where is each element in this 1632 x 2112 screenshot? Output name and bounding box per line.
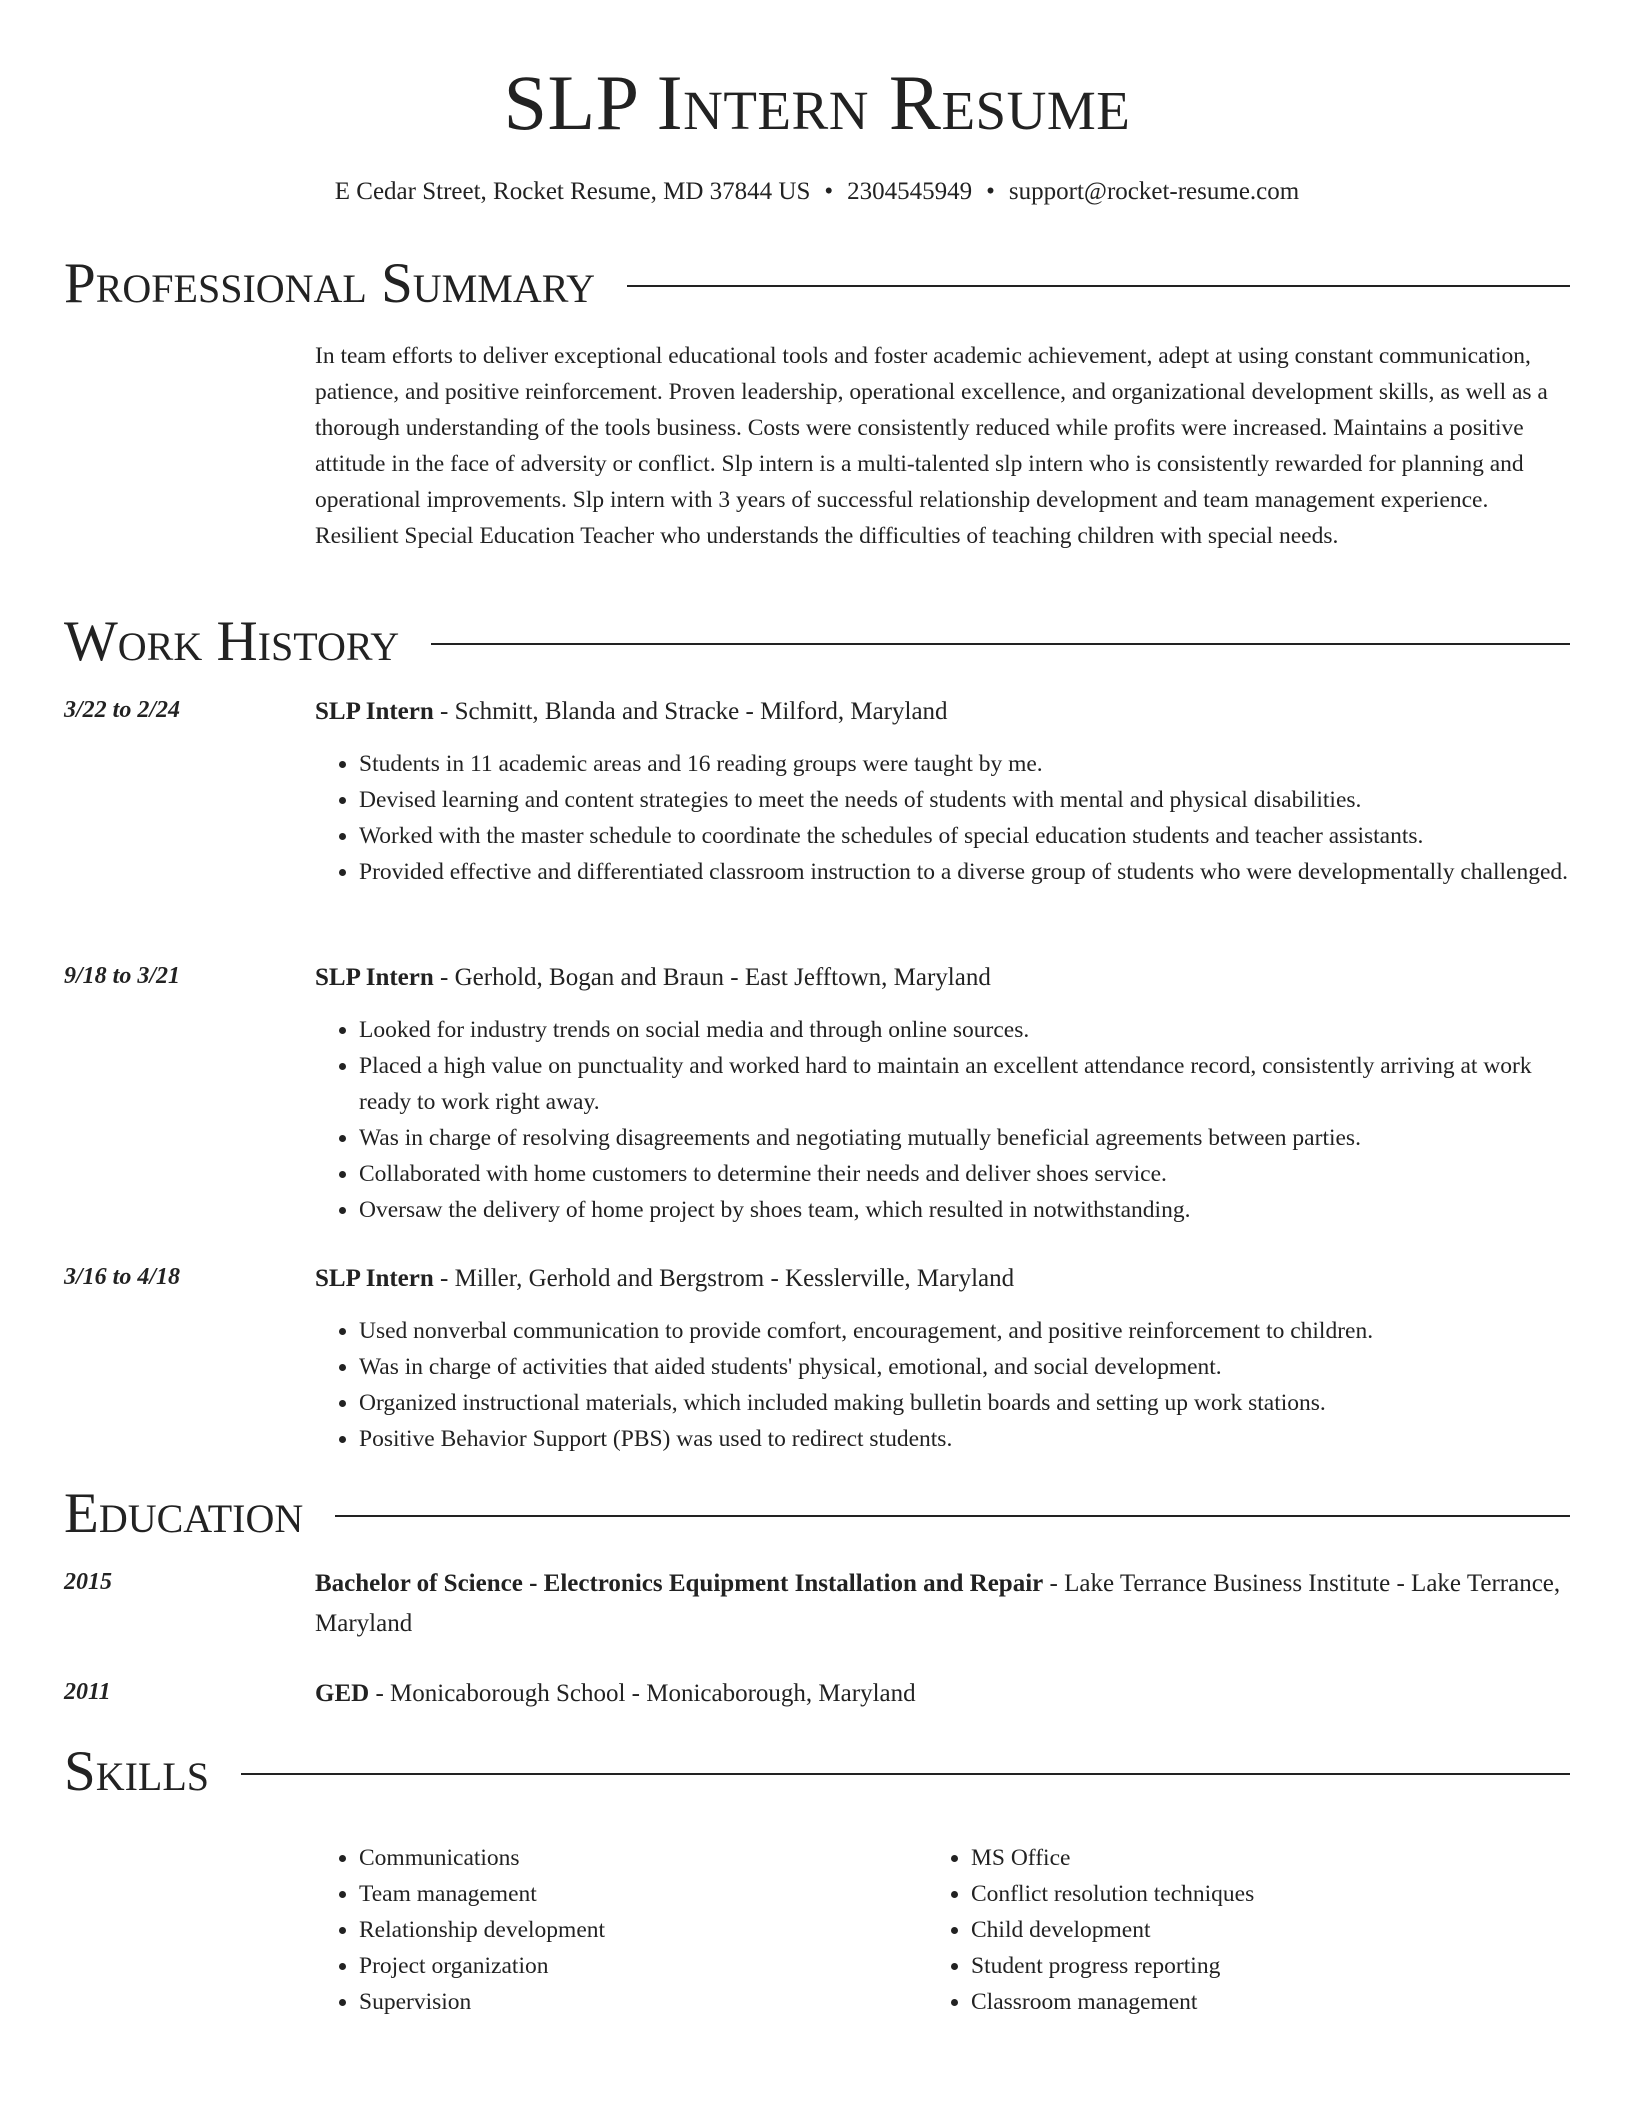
list-item: • Worked with the master schedule to coordinate the schedules of special education students and teacher assistants.: [359, 818, 1570, 854]
list-item: • Organized instructional materials, which included making bulletin boards and setting up work stations.: [359, 1385, 1570, 1421]
work-title: SLP Intern: [315, 964, 434, 991]
skill-item: • Classroom management: [971, 1984, 1254, 2020]
list-item: • Used nonverbal communication to provide comfort, encouragement, and positive reinforcement to children.: [359, 1313, 1570, 1349]
work-details: - Gerhold, Bogan and Braun - East Jefftown, Maryland: [433, 964, 991, 991]
skill-item: • Child development: [971, 1912, 1254, 1948]
contact-address: E Cedar Street, Rocket Resume, MD 37844 US: [334, 178, 811, 205]
section-header-skills: [64, 1740, 1570, 1804]
education-heading: [315, 1674, 1570, 1714]
education-year: 2011: [64, 1679, 111, 1705]
section-title: Professional Summary: [64, 252, 596, 315]
education-details: - Monicaborough School - Monicaborough, Maryland: [369, 1680, 916, 1707]
contact-email: support@rocket-resume.com: [1008, 178, 1300, 205]
work-dates: 3/22 to 2/24: [64, 697, 181, 723]
work-bullets: [315, 1313, 1570, 1457]
list-item: • Was in charge of resolving disagreements and negotiating mutually beneficial agreements between parties.: [359, 1120, 1570, 1156]
work-heading: [315, 692, 1570, 732]
section-title: Skills: [64, 1740, 210, 1803]
education-year: 2015: [64, 1569, 112, 1595]
work-details: - Miller, Gerhold and Bergstrom - Kesslerville, Maryland: [433, 1265, 1015, 1292]
work-bullets: [315, 1012, 1570, 1228]
skill-item: • Communications: [359, 1840, 605, 1876]
list-item: • Provided effective and differentiated classroom instruction to a diverse group of students who were developmentally challenged.: [359, 854, 1570, 890]
work-dates: 3/16 to 4/18: [64, 1264, 181, 1290]
work-details: - Schmitt, Blanda and Stracke - Milford, Maryland: [433, 698, 948, 725]
page-title: SLP Intern Resume: [503, 59, 1131, 146]
section-header-summary: [64, 252, 1570, 316]
list-item: • Collaborated with home customers to determine their needs and deliver shoes service.: [359, 1156, 1570, 1192]
list-item: • Was in charge of activities that aided students' physical, emotional, and social development.: [359, 1349, 1570, 1385]
contact-separator: •: [986, 178, 995, 205]
education-degree: GED: [315, 1680, 370, 1707]
contact-separator: •: [824, 178, 834, 205]
skill-item: • MS Office: [971, 1840, 1254, 1876]
list-item: • Oversaw the delivery of home project by shoes team, which resulted in notwithstanding.: [359, 1192, 1570, 1228]
section-header-education: [64, 1482, 1570, 1546]
education-heading: [315, 1564, 1570, 1644]
list-item: • Devised learning and content strategies to meet the needs of students with mental and physical disabilities.: [359, 782, 1570, 818]
contact-phone: 2304545949: [847, 178, 973, 205]
work-heading: [315, 1259, 1570, 1299]
summary-text: In team efforts to deliver exceptional educational tools and foster academic achievement, adept at using constant communication, patience, and positive reinforcement. Proven leadership, operational excellence, and organizational development skills, as well as a thorough understanding of the tools business. Costs were consistently reduced while profits were increased. Maintains a positive attitude in the face of adversity or conflict. Slp intern is a multi-talented slp intern who is consistently rewarded for planning and operational improvements. Slp intern with 3 years of successful relationship development and team management experience. Resilient Special Education Teacher who understands the difficulties of teaching children with special needs.: [315, 343, 1548, 549]
list-item: • Positive Behavior Support (PBS) was used to redirect students.: [359, 1421, 1570, 1457]
skill-item: • Conflict resolution techniques: [971, 1876, 1254, 1912]
section-divider: [431, 643, 1570, 645]
work-title: SLP Intern: [315, 698, 434, 725]
section-divider: [627, 285, 1570, 287]
work-title: SLP Intern: [315, 1265, 434, 1292]
skills-column-right: [927, 1840, 1254, 2020]
skills-column-left: [315, 1840, 605, 2020]
section-divider: [335, 1515, 1570, 1517]
skill-item: • Relationship development: [359, 1912, 605, 1948]
work-heading: [315, 958, 1570, 998]
education-details: - Lake Terrance Business Institute - Lake Terrance, Maryland: [315, 1570, 1561, 1637]
skill-item: • Project organization: [359, 1948, 605, 1984]
work-bullets: [315, 746, 1570, 890]
skill-item: • Student progress reporting: [971, 1948, 1254, 1984]
skill-item: • Supervision: [359, 1984, 605, 2020]
section-title: Work History: [64, 610, 400, 673]
section-title: Education: [64, 1482, 304, 1545]
skill-item: • Team management: [359, 1876, 605, 1912]
list-item: • Placed a high value on punctuality and worked hard to maintain an excellent attendance record, consistently arriving at work ready to work right away.: [359, 1048, 1570, 1120]
education-degree: Bachelor of Science - Electronics Equipment Installation and Repair: [315, 1570, 1044, 1597]
section-header-work: [64, 610, 1570, 674]
section-divider: [241, 1773, 1570, 1775]
list-item: • Looked for industry trends on social media and through online sources.: [359, 1012, 1570, 1048]
contact-line: [64, 174, 1570, 210]
list-item: • Students in 11 academic areas and 16 reading groups were taught by me.: [359, 746, 1570, 782]
work-dates: 9/18 to 3/21: [64, 963, 181, 989]
